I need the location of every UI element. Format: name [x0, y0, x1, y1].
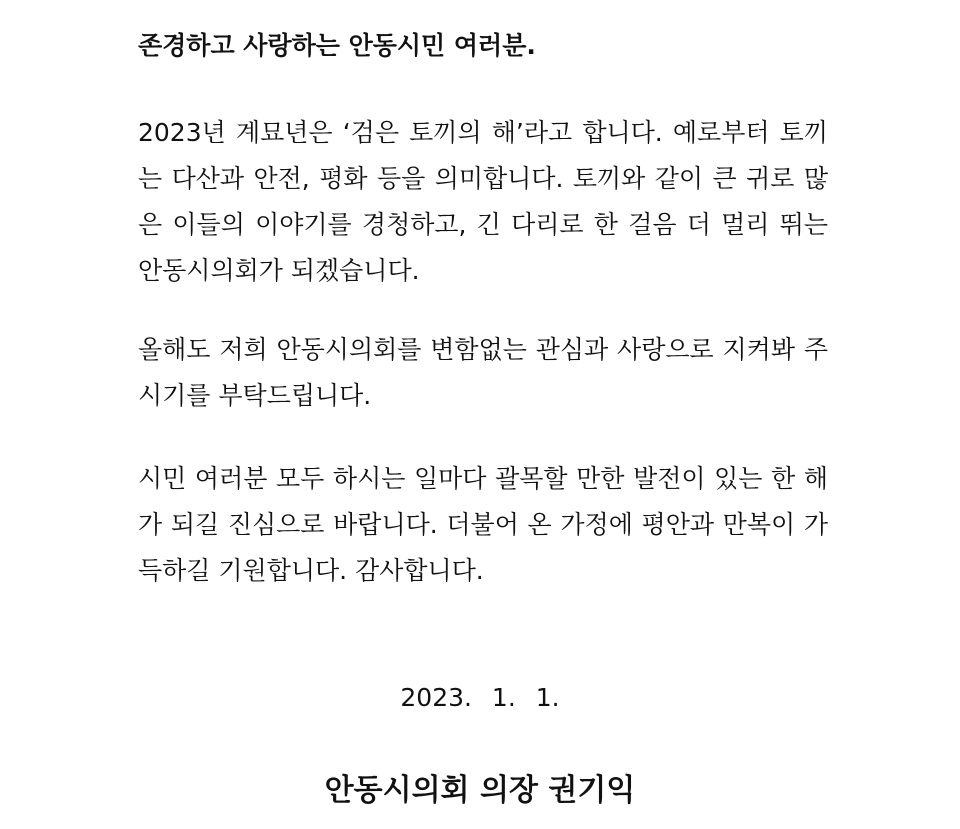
letter-paragraph-3: 시민 여러분 모두 하시는 일마다 괄목할 만한 발전이 있는 한 해가 되길 진심으로 바랍니다. 더불어 온 가정에 평안과 만복이 가득하길 기원합니다. 감사합니다.	[138, 464, 828, 585]
letter-paragraph-1: 2023년 계묘년은 ‘검은 토끼의 해’라고 합니다. 예로부터 토끼는 다산과 안전, 평화 등을 의미합니다. 토끼와 같이 큰 귀로 많은 이들의 이야기를 경청하고, 긴 다리로 한 걸음 더 멀리 뛰는 안동시의회가 되겠습니다.	[138, 118, 828, 285]
letter-signature: 안동시의회 의장 권기익	[324, 773, 636, 808]
letter-greeting: 존경하고 사랑하는 안동시민 여러분.	[138, 31, 536, 60]
letter-date: 2023. 1. 1.	[400, 683, 560, 712]
letter-paragraph-2: 올해도 저희 안동시의회를 변함없는 관심과 사랑으로 지켜봐 주시기를 부탁드립니다.	[138, 335, 828, 410]
